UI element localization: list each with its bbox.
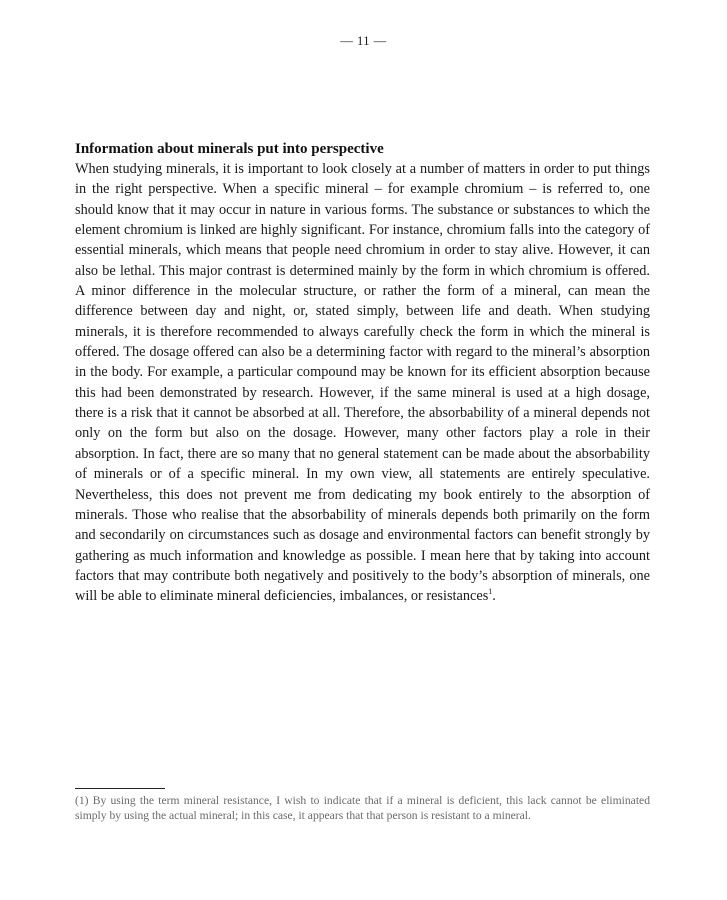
body-paragraph <box>75 159 650 607</box>
page-number: — 11 — <box>340 34 387 48</box>
footnote-reference[interactable]: 1 <box>488 587 493 597</box>
body-text: When studying minerals, it is important to look closely at a number of matters in order to put things in the right perspective. When a specific mineral – for example chromium – is referred to, one should know that it may occur in nature in various forms. The substance or substances to which the element chromium is linked are highly significant. For instance, chromium falls into the category of essential minerals, which means that people need chromium in order to stay alive. However, it can also be lethal. This major contrast is determined mainly by the form in which chromium is offered. A minor difference in the molecular structure, or rather the form of a mineral, can mean the difference between day and night, or, stated simply, between life and death. When studying minerals, it is therefore recommended to always carefully check the form in which the mineral is offered. The dosage offered can also be a determining factor with regard to the mineral’s absorption in the body. For example, a particular compound may be known for its efficient absorption because this had been demonstrated by research. However, if the same mineral is used at a high dosage, there is a risk that it cannot be absorbed at all. Therefore, the absorbability of a mineral depends not only on the form but also on the dosage. However, many other factors play a role in their absorption. In fact, there are so many that no general statement can be made about the absorbability of minerals or of a specific mineral. In my own view, all statements are entirely speculative. Nevertheless, this does not prevent me from dedicating my book entirely to the absorption of minerals. Those who realise that the absorbability of minerals depends both primarily on the form and secondarily on circumstances such as dosage and environmental factors can benefit strongly by gathering as much information and knowledge as possible. I mean here that by taking into account factors that may contribute both negatively and positively to the body’s absorption of minerals, one will be able to eliminate mineral deficiencies, imbalances, or resistances <box>75 161 650 605</box>
footnote-divider <box>75 788 165 789</box>
section-heading: Information about minerals put into perspective <box>75 141 384 157</box>
sentence-end: . <box>492 588 496 605</box>
footnote-text: (1) By using the term mineral resistance, I wish to indicate that if a mineral is deficient, this lack cannot be eliminated simply by using the actual mineral; in this case, it appears that that person is resistant to a mineral. <box>75 794 650 822</box>
main-content <box>75 139 650 607</box>
